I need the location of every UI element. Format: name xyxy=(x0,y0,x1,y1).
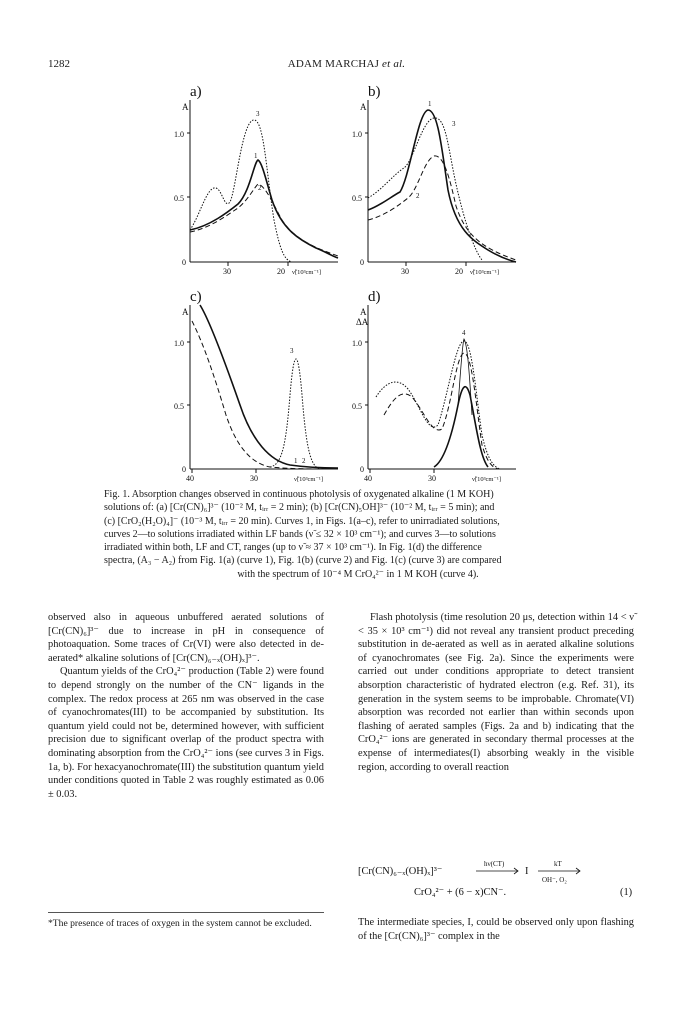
panel-a-xtick-2: 20 xyxy=(277,267,285,276)
panel-b-xtick-1: 30 xyxy=(401,267,409,276)
equation-arrow1-label: hν(CT) xyxy=(484,860,505,868)
panel-a-curve-label-3: 3 xyxy=(256,110,260,118)
panel-d-x-unit: ν̃[10³cm⁻¹] xyxy=(472,476,502,483)
right-paragraph-2: The intermediate species, I, could be observed only upon flashing of the [Cr(CN)₆]³⁻ complex in the xyxy=(358,917,634,942)
caption-line-4: curves 2—to solutions irradiated within LF bands (ν̃ ≤ 32 × 10³ cm⁻¹); and curves 3—to solutions xyxy=(104,528,496,540)
equation-number: (1) xyxy=(620,887,633,898)
running-head-authors: ADAM MARCHAJ xyxy=(287,58,380,70)
running-head-etal: et al. xyxy=(382,58,406,70)
panel-b-ytick-2: 0.5 xyxy=(352,194,362,203)
caption-line-5: irradiated within both, LF and CT, ranges (up to ν̃ ≈ 37 × 10³ cm⁻¹). In Fig. 1(d) the difference xyxy=(104,542,482,554)
panel-c-curve-label-1: 1 xyxy=(294,457,298,465)
caption-line-7: with the spectrum of 10⁻⁴ M CrO₄²⁻ in 1 M KOH (curve 4). xyxy=(237,568,479,580)
figure-panel-d xyxy=(348,285,520,485)
panel-a-xtick-1: 30 xyxy=(223,267,231,276)
panel-c-xtick-1: 40 xyxy=(186,474,194,483)
panel-c-ytick-2: 0.5 xyxy=(174,402,184,411)
panel-c-ytick-1: 1.0 xyxy=(174,339,184,348)
panel-d-ytick-2: 0.5 xyxy=(352,402,362,411)
panel-c-curve-label-2: 2 xyxy=(302,457,306,465)
panel-b-curve-label-1: 1 xyxy=(428,100,432,108)
equation-reactant: [Cr(CN)₆₋ₓ(OH)ₓ]³⁻ xyxy=(358,866,443,877)
left-paragraph-1: observed also in aqueous unbuffered aerated solutions of [Cr(CN)₆]³⁻ due to increase in pH in consequence of photoaquation. Some traces of Cr(VI) were also detected in de-aerated* alkaline solutions of [Cr(CN)₆₋ₓ(OH)ₓ]³⁻. xyxy=(48,612,324,664)
panel-d-y-axis-label: A xyxy=(360,307,367,317)
panel-a-ytick-2: 0.5 xyxy=(174,194,184,203)
equation-products: CrO₄²⁻ + (6 − x)CN⁻. xyxy=(414,887,507,898)
panel-b-curve-label-3: 3 xyxy=(452,120,456,128)
panel-b-xtick-2: 20 xyxy=(455,267,463,276)
panel-b-ytick-3: 0 xyxy=(360,258,364,267)
panel-c-x-unit: ν̃[10³cm⁻¹] xyxy=(294,476,324,483)
caption-line-1: Fig. 1. Absorption changes observed in continuous photolysis of oxygenated alkaline (1 M KOH) xyxy=(104,489,494,500)
panel-a-label: a) xyxy=(190,84,202,100)
panel-d-ytick-3: 0 xyxy=(360,465,364,474)
figure-panel-a xyxy=(170,80,342,280)
panel-a-curve-label-2: 2 xyxy=(258,184,262,192)
panel-a-ytick-1: 1.0 xyxy=(174,130,184,139)
footnote: *The presence of traces of oxygen in the system cannot be excluded. xyxy=(48,918,312,929)
equation-1 xyxy=(358,860,640,900)
panel-c-label: c) xyxy=(190,289,202,305)
panel-d-xtick-2: 30 xyxy=(428,474,436,483)
caption-line-2: solutions of: (a) [Cr(CN)₆]³⁻ (10⁻² M, tᵢᵣᵣ = 2 min); (b) [Cr(CN)₅OH]³⁻ (10⁻² M, tᵢᵣᵣ = 5 min); and xyxy=(104,502,495,514)
panel-c-y-axis-label: A xyxy=(182,307,189,317)
equation-arrow2-below: OH⁻, O₂ xyxy=(542,876,567,884)
panel-d-y-axis-label-2: ΔA xyxy=(356,317,369,327)
panel-b-ytick-1: 1.0 xyxy=(352,130,362,139)
panel-d-xtick-1: 40 xyxy=(364,474,372,483)
panel-b-label: b) xyxy=(368,84,381,100)
panel-b-x-unit: ν̃[10³cm⁻¹] xyxy=(470,269,500,276)
equation-intermediate: I xyxy=(525,866,529,877)
running-head xyxy=(0,58,693,70)
right-column xyxy=(358,611,634,774)
equation-arrow2-label: kT xyxy=(554,860,562,868)
figure-panel-b xyxy=(348,80,520,280)
page-number: 1282 xyxy=(48,58,70,70)
panel-a-x-unit: ν̃[10³cm⁻¹] xyxy=(292,269,322,276)
caption-line-3: (c) [CrO₂(H₂O)₄]⁻ (10⁻³ M, tᵢᵣᵣ = 20 min). Curves 1, in Figs. 1(a–c), refer to unirradiated solutions, xyxy=(104,515,500,527)
left-paragraph-2: Quantum yields of the CrO₄²⁻ production (Table 2) were found to depend strongly on the number of the CN⁻ ligands in the complex. The redox process at 265 nm was observed in the case of cyanochromates(III) to be accompanied by substitution. Its quantum yield could not be, determined however, with sufficient precision due to significant overlap of the product spectra with dominating absorption from the CrO₄²⁻ ions (see curves 3 in Figs. 1a, b). For hexacyanochromate(III) the substitution quantum yield under conditions quoted in Table 2 was roughly estimated as 0.06 ± 0.03. xyxy=(48,666,324,800)
panel-a-curve-label-1: 1 xyxy=(254,152,258,160)
panel-b-y-axis-label: A xyxy=(360,102,367,112)
panel-d-label: d) xyxy=(368,289,381,305)
figure-caption xyxy=(104,488,612,581)
panel-c-curve-label-3: 3 xyxy=(290,347,294,355)
footnote-rule xyxy=(48,912,324,913)
panel-c-xtick-2: 30 xyxy=(250,474,258,483)
panel-a-y-axis-label: A xyxy=(182,102,189,112)
left-column xyxy=(48,611,324,801)
panel-b-curve-label-2: 2 xyxy=(416,192,420,200)
figure-panel-c xyxy=(170,285,342,485)
panel-d-ytick-1: 1.0 xyxy=(352,339,362,348)
right-paragraph-1: Flash photolysis (time resolution 20 μs, detection within 14 < ν̃ < 35 × 10³ cm⁻¹) did not reveal any transient product preceding substitution in de-aerated as well as in aerated alkaline solutions of cyanochromates (see Fig. 2a). Since the experiments were carried out under conditions appropriate to detect transient absorption characteristic of hydrated electron (e.g. Ref. 31), its generation in the system seems to be improbable. Chromate(VI) absorption was recorded not earlier than within seconds upon flashing of aerated samples (Figs. 2a and b) indicating that the CrO₄²⁻ ions are generated in secondary thermal processes at the expense of intermediates(I) absorbing weakly in the visible region, according to overall reaction xyxy=(358,612,634,773)
panel-a-ytick-3: 0 xyxy=(182,258,186,267)
caption-line-6: spectra, (A₃ − A₂) from Fig. 1(a) (curve 1), Fig. 1(b) (curve 2) and Fig. 1(c) (curve 3) are compared xyxy=(104,555,502,567)
panel-d-curve-label-4: 4 xyxy=(462,329,466,337)
panel-c-ytick-3: 0 xyxy=(182,465,186,474)
